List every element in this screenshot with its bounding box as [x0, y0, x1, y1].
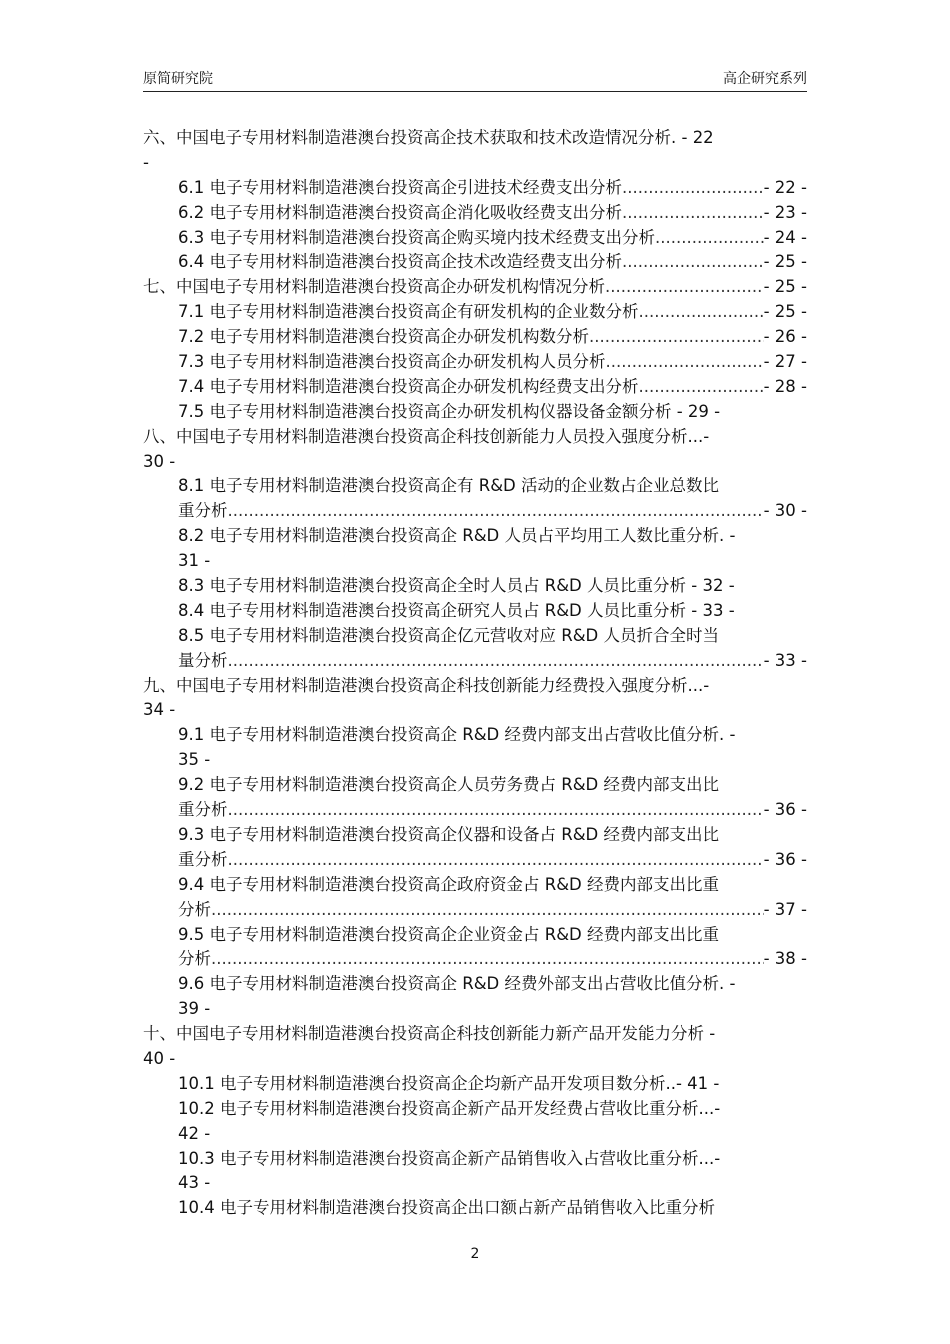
dot-leader: [589, 325, 764, 350]
dot-leader: [655, 226, 764, 251]
toc-page-number: - 38 -: [763, 949, 807, 969]
toc-entry[interactable]: [143, 400, 807, 425]
toc-line: [143, 947, 807, 972]
toc-entry[interactable]: [143, 474, 807, 524]
toc-line: [143, 226, 807, 251]
toc-page-number: - 27 -: [763, 352, 807, 372]
toc-line: 9.1 电子专用材料制造港澳台投资高企 R&D 经费内部支出占营收比值分析. -: [178, 725, 736, 745]
toc-page-number: - 23 -: [763, 202, 807, 222]
toc-entry[interactable]: [143, 1097, 807, 1147]
header-right: 高企研究系列: [723, 71, 807, 87]
toc-page-number: - 30 -: [763, 501, 807, 521]
toc-line: 9.2 电子专用材料制造港澳台投资高企人员劳务费占 R&D 经费内部支出比: [178, 775, 720, 795]
toc-line: 8.5 电子专用材料制造港澳台投资高企亿元营收对应 R&D 人员折合全时当: [178, 625, 720, 645]
toc-line: 42 -: [178, 1123, 211, 1143]
toc-title: 重分析: [178, 501, 228, 521]
toc-line: 39 -: [178, 999, 211, 1019]
toc-entry[interactable]: [143, 126, 807, 176]
toc-entry[interactable]: [143, 1196, 807, 1221]
toc-entry[interactable]: [143, 873, 807, 923]
toc-line: [143, 350, 807, 375]
toc-line: -: [143, 152, 149, 172]
toc-page-number: - 37 -: [763, 899, 807, 919]
dot-leader: [228, 649, 764, 674]
dot-leader: [228, 848, 764, 873]
dot-leader: [228, 798, 764, 823]
toc-line: 35 -: [178, 750, 211, 770]
toc-line: 九、中国电子专用材料制造港澳台投资高企科技创新能力经费投入强度分析...-: [143, 675, 710, 695]
toc-line: [143, 798, 807, 823]
toc-entry[interactable]: [143, 674, 807, 724]
toc-line: 10.3 电子专用材料制造港澳台投资高企新产品销售收入占营收比重分析...-: [178, 1148, 721, 1168]
toc-entry[interactable]: [143, 201, 807, 226]
toc-page-number: - 26 -: [763, 327, 807, 347]
toc-line: [143, 898, 807, 923]
toc-title: 量分析: [178, 650, 228, 670]
toc-title: 分析: [178, 949, 211, 969]
toc-line: 8.3 电子专用材料制造港澳台投资高企全时人员占 R&D 人员比重分析 - 32 -: [178, 576, 735, 596]
toc-page-number: - 25 -: [763, 277, 807, 297]
dot-leader: [211, 947, 764, 972]
toc-page-number: - 28 -: [763, 376, 807, 396]
toc-line: 43 -: [178, 1173, 211, 1193]
toc-entry[interactable]: [143, 773, 807, 823]
toc-entry[interactable]: [143, 1147, 807, 1197]
toc-title: 七、中国电子专用材料制造港澳台投资高企办研发机构情况分析: [143, 277, 605, 297]
toc-line: [143, 250, 807, 275]
toc-line: 六、中国电子专用材料制造港澳台投资高企技术获取和技术改造情况分析. - 22: [143, 128, 714, 147]
toc-line: 八、中国电子专用材料制造港澳台投资高企科技创新能力人员投入强度分析...-: [143, 426, 710, 446]
header-left: 原简研究院: [143, 71, 213, 87]
toc-entry[interactable]: [143, 300, 807, 325]
toc-line: 8.4 电子专用材料制造港澳台投资高企研究人员占 R&D 人员比重分析 - 33 -: [178, 600, 735, 620]
dot-leader: [639, 375, 764, 400]
toc-title: 6.1 电子专用材料制造港澳台投资高企引进技术经费支出分析: [178, 177, 622, 197]
toc-line: [143, 848, 807, 873]
toc-line: 30 -: [143, 451, 176, 471]
toc-line: 9.5 电子专用材料制造港澳台投资高企企业资金占 R&D 经费内部支出比重: [178, 924, 720, 944]
page-header: [143, 68, 807, 90]
toc-entry[interactable]: [143, 823, 807, 873]
toc-line: 31 -: [178, 551, 211, 571]
toc-line: 9.6 电子专用材料制造港澳台投资高企 R&D 经费外部支出占营收比值分析. -: [178, 974, 736, 994]
toc-page-number: - 25 -: [763, 302, 807, 322]
dot-leader: [622, 250, 764, 275]
dot-leader: [605, 275, 764, 300]
toc-title: 7.3 电子专用材料制造港澳台投资高企办研发机构人员分析: [178, 352, 606, 372]
toc-entry[interactable]: [143, 375, 807, 400]
toc-entry[interactable]: [143, 524, 807, 574]
toc-line: [143, 375, 807, 400]
dot-leader: [639, 300, 764, 325]
toc-line: 34 -: [143, 700, 176, 720]
toc-line: 40 -: [143, 1048, 176, 1068]
toc-line: [143, 275, 807, 300]
toc-title: 6.2 电子专用材料制造港澳台投资高企消化吸收经费支出分析: [178, 202, 622, 222]
toc-entry[interactable]: [143, 574, 807, 599]
toc-line: 9.3 电子专用材料制造港澳台投资高企仪器和设备占 R&D 经费内部支出比: [178, 824, 720, 844]
toc-line: 10.2 电子专用材料制造港澳台投资高企新产品开发经费占营收比重分析...-: [178, 1098, 721, 1118]
toc-page-number: - 36 -: [763, 800, 807, 820]
toc-page-number: - 24 -: [763, 227, 807, 247]
toc-page-number: - 22 -: [763, 177, 807, 197]
toc-line: 7.5 电子专用材料制造港澳台投资高企办研发机构仪器设备金额分析 - 29 -: [178, 401, 721, 421]
toc-title: 6.3 电子专用材料制造港澳台投资高企购买境内技术经费支出分析: [178, 227, 655, 247]
toc-entry[interactable]: [143, 972, 807, 1022]
toc-title: 7.1 电子专用材料制造港澳台投资高企有研发机构的企业数分析: [178, 302, 639, 322]
toc-entry[interactable]: [143, 1022, 807, 1072]
toc-title: 6.4 电子专用材料制造港澳台投资高企技术改造经费支出分析: [178, 252, 622, 272]
dot-leader: [211, 898, 764, 923]
toc-line: 10.4 电子专用材料制造港澳台投资高企出口额占新产品销售收入比重分析: [178, 1198, 715, 1218]
toc-title: 重分析: [178, 849, 228, 869]
toc-title: 重分析: [178, 800, 228, 820]
dot-leader: [622, 176, 764, 201]
toc-entry[interactable]: [143, 176, 807, 201]
page-number: 2: [470, 1246, 480, 1262]
toc-entry[interactable]: [143, 723, 807, 773]
header-divider: [143, 91, 807, 92]
toc-entry[interactable]: [143, 624, 807, 674]
toc-entry[interactable]: [143, 250, 807, 275]
toc-line: 10.1 电子专用材料制造港澳台投资高企企均新产品开发项目数分析..- 41 -: [178, 1073, 720, 1093]
dot-leader: [622, 201, 764, 226]
toc-page-number: - 33 -: [763, 650, 807, 670]
toc-line: 9.4 电子专用材料制造港澳台投资高企政府资金占 R&D 经费内部支出比重: [178, 874, 720, 894]
toc-entry[interactable]: [143, 425, 807, 475]
toc-entry[interactable]: [143, 226, 807, 251]
toc-entry[interactable]: [143, 923, 807, 973]
toc-line: 8.1 电子专用材料制造港澳台投资高企有 R&D 活动的企业数占企业总数比: [178, 476, 720, 496]
toc-line: 8.2 电子专用材料制造港澳台投资高企 R&D 人员占平均用工人数比重分析. -: [178, 526, 736, 546]
toc-entry[interactable]: [143, 599, 807, 624]
toc-line: [143, 499, 807, 524]
dot-leader: [228, 499, 764, 524]
toc-entry[interactable]: [143, 325, 807, 350]
toc-page-number: - 25 -: [763, 252, 807, 272]
dot-leader: [606, 350, 764, 375]
toc-entry[interactable]: [143, 350, 807, 375]
toc-entry[interactable]: [143, 1072, 807, 1097]
toc-page-number: - 36 -: [763, 849, 807, 869]
toc-line: [143, 649, 807, 674]
toc-title: 分析: [178, 899, 211, 919]
toc-entry[interactable]: [143, 275, 807, 300]
table-of-contents: [143, 126, 807, 1221]
toc-line: [143, 325, 807, 350]
toc-line: [143, 176, 807, 201]
toc-line: [143, 300, 807, 325]
toc-line: [143, 201, 807, 226]
toc-title: 7.2 电子专用材料制造港澳台投资高企办研发机构数分析: [178, 327, 589, 347]
toc-line: 十、中国电子专用材料制造港澳台投资高企科技创新能力新产品开发能力分析 -: [143, 1024, 716, 1044]
toc-title: 7.4 电子专用材料制造港澳台投资高企办研发机构经费支出分析: [178, 376, 639, 396]
